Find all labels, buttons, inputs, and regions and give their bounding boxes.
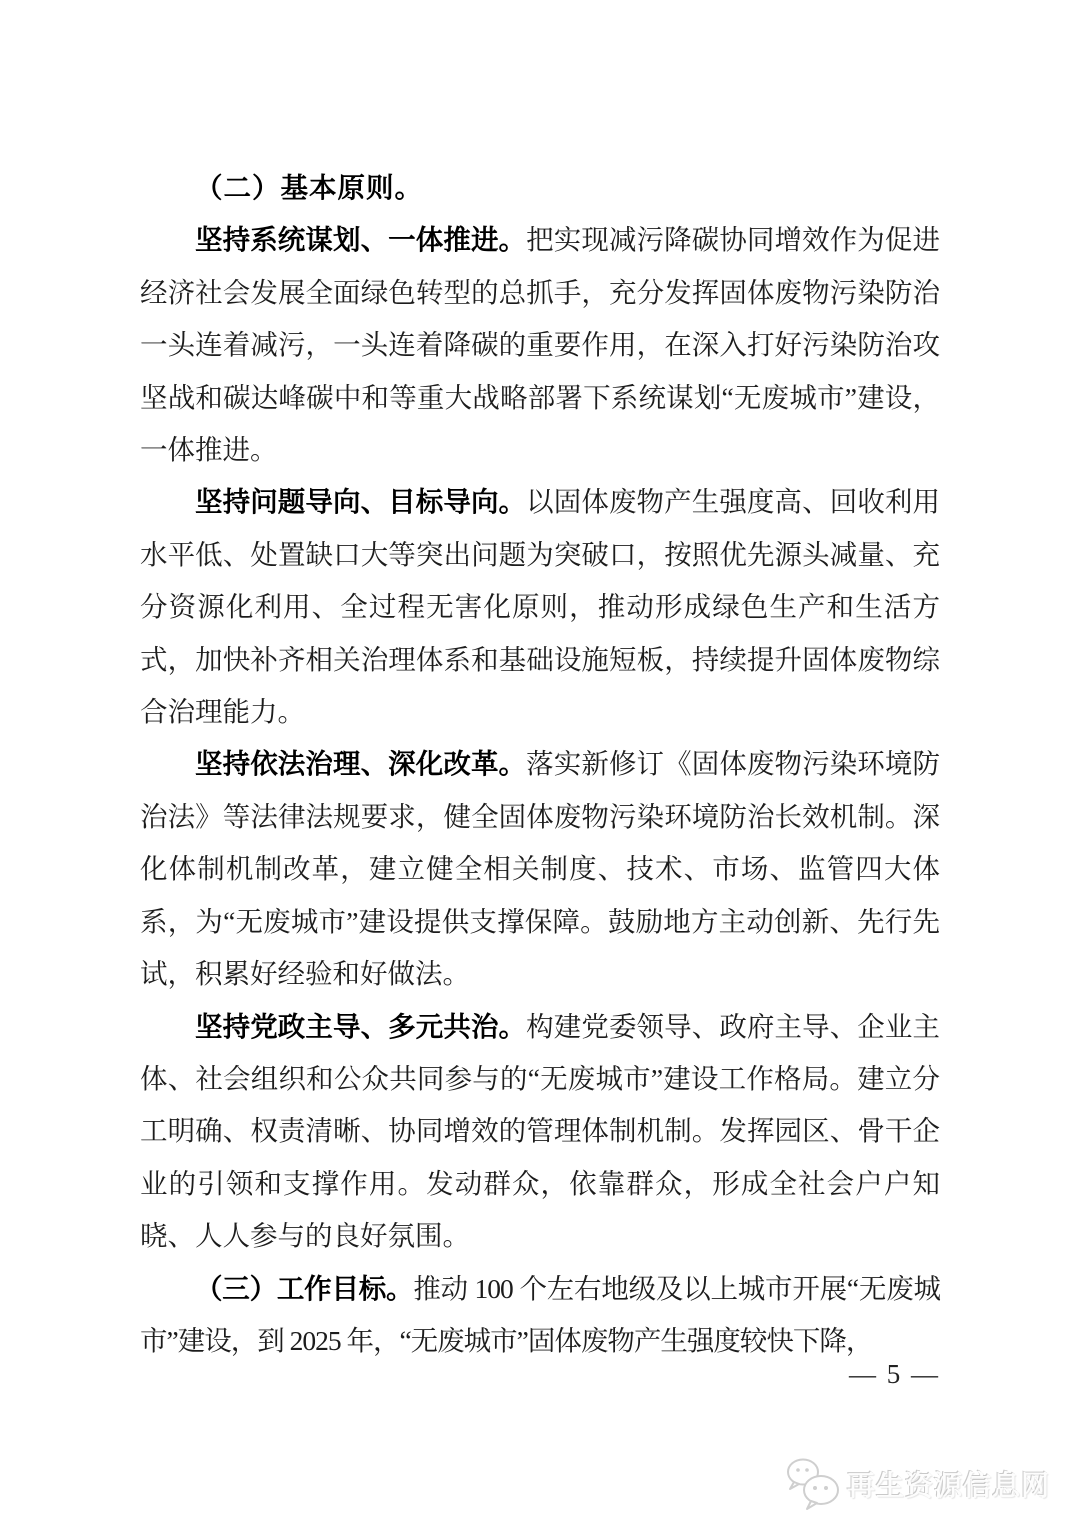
page-number: — 5 — [849, 1359, 940, 1389]
paragraph-text: 以固体废物产生强度高、回收利用水平低、处置缺口大等突出问题为突破口，按照优先源头减量、充分资源化利用、全过程无害化原则，推动形成绿色生产和生活方式，加快补齐相关治理体系和基础设施短板，持续提升固体废物综合治理能力。 [140, 486, 941, 728]
paragraph-problem-oriented [140, 476, 940, 738]
paragraph-lead: （三）工作目标。 [195, 1272, 414, 1304]
paragraph-lead: 坚持依法治理、深化改革。 [195, 748, 527, 780]
paragraph-text: 推动 100 个左右地级及以上城市开展“无废城市”建设，到 2025 年，“无废城市”固体废物产生强度较快下降， [140, 1272, 940, 1356]
wechat-icon [785, 1457, 841, 1511]
paragraph-systematic-planning [140, 214, 940, 476]
watermark [785, 1457, 1050, 1511]
paragraph-lead: 坚持问题导向、目标导向。 [195, 486, 527, 518]
paragraph-lead: 坚持党政主导、多元共治。 [195, 1010, 527, 1042]
paragraph-text: 把实现减污降碳协同增效作为促进经济社会发展全面绿色转型的总抓手，充分发挥固体废物污染防治一头连着减污，一头连着降碳的重要作用，在深入打好污染防治攻坚战和碳达峰碳中和等重大战略部署下系统谋划“无废城市”建设，一体推进。 [140, 224, 941, 466]
watermark-label: 再生资源信息网 [846, 1470, 1050, 1501]
paragraph-lead: 坚持系统谋划、一体推进。 [195, 224, 527, 256]
paragraph-law-based-governance [140, 738, 940, 1000]
document-text-block [140, 162, 940, 1367]
paragraph-text: 构建党委领导、政府主导、企业主体、社会组织和公众共同参与的“无废城市”建设工作格局。建立分工明确、权责清晰、协同增效的管理体制机制。发挥园区、骨干企业的引领和支撑作用。发动群众，依靠群众，形成全社会户户知晓、人人参与的良好氛围。 [140, 1010, 941, 1252]
paragraph-lead: （二）基本原则。 [195, 172, 423, 203]
paragraph-basic-principles-heading [140, 162, 940, 214]
paragraph-text: 落实新修订《固体废物污染环境防治法》等法律法规要求，健全固体废物污染环境防治长效机制。深化体制机制改革，建立健全相关制度、技术、市场、监管四大体系，为“无废城市”建设提供支撑保障。鼓励地方主动创新、先行先试，积累好经验和好做法。 [140, 748, 941, 990]
paragraph-party-government-leadership [140, 1001, 940, 1263]
